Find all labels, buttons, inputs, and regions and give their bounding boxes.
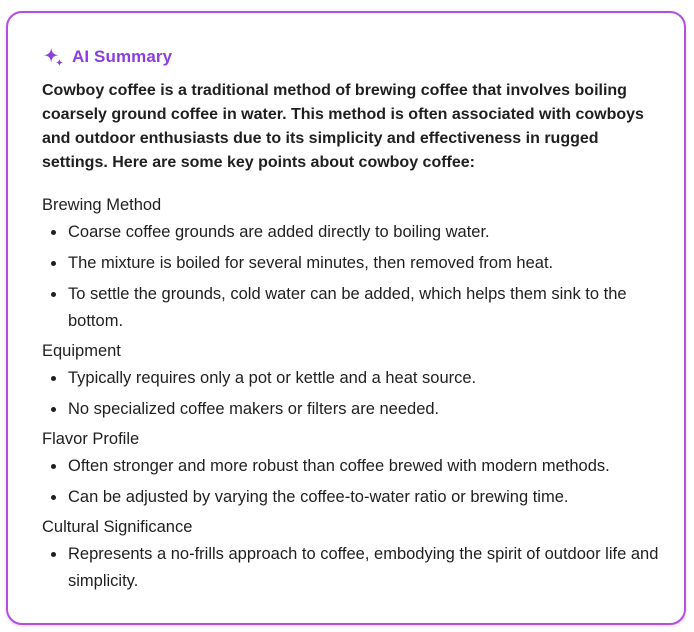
section-cultural-significance [42, 515, 662, 595]
bullet-list [42, 453, 662, 511]
list-item: The mixture is boiled for several minutes, then removed from heat. [42, 250, 662, 277]
summary-intro: Cowboy coffee is a traditional method of brewing coffee that involves boiling coarsely ground coffee in water. This method is often associated with cowboys and outdoor enthusiasts due to its simplicity and effectiveness in rugged settings. Here are some key points about cowboy coffee: [42, 82, 644, 171]
list-item: Represents a no-frills approach to coffee, embodying the spirit of outdoor life and simplicity. [42, 541, 662, 595]
bullet-list [42, 541, 662, 595]
summary-header [42, 43, 662, 71]
sparkle-icon [42, 46, 64, 68]
section-equipment [42, 339, 662, 423]
summary-title: AI Summary [72, 47, 173, 66]
section-heading: Brewing Method [42, 196, 162, 214]
bullet-list [42, 365, 662, 423]
list-item: Coarse coffee grounds are added directly to boiling water. [42, 219, 662, 246]
list-item: Typically requires only a pot or kettle and a heat source. [42, 365, 662, 392]
list-item: Often stronger and more robust than coffee brewed with modern methods. [42, 453, 662, 480]
section-heading: Cultural Significance [42, 518, 193, 536]
list-item: No specialized coffee makers or filters are needed. [42, 396, 662, 423]
bullet-list [42, 219, 662, 335]
section-flavor-profile [42, 427, 662, 511]
section-brewing-method [42, 193, 662, 335]
list-item: To settle the grounds, cold water can be added, which helps them sink to the bottom. [42, 281, 662, 335]
list-item: Can be adjusted by varying the coffee-to-water ratio or brewing time. [42, 484, 662, 511]
ai-summary-card [6, 11, 686, 625]
section-heading: Flavor Profile [42, 430, 140, 448]
section-heading: Equipment [42, 342, 121, 360]
